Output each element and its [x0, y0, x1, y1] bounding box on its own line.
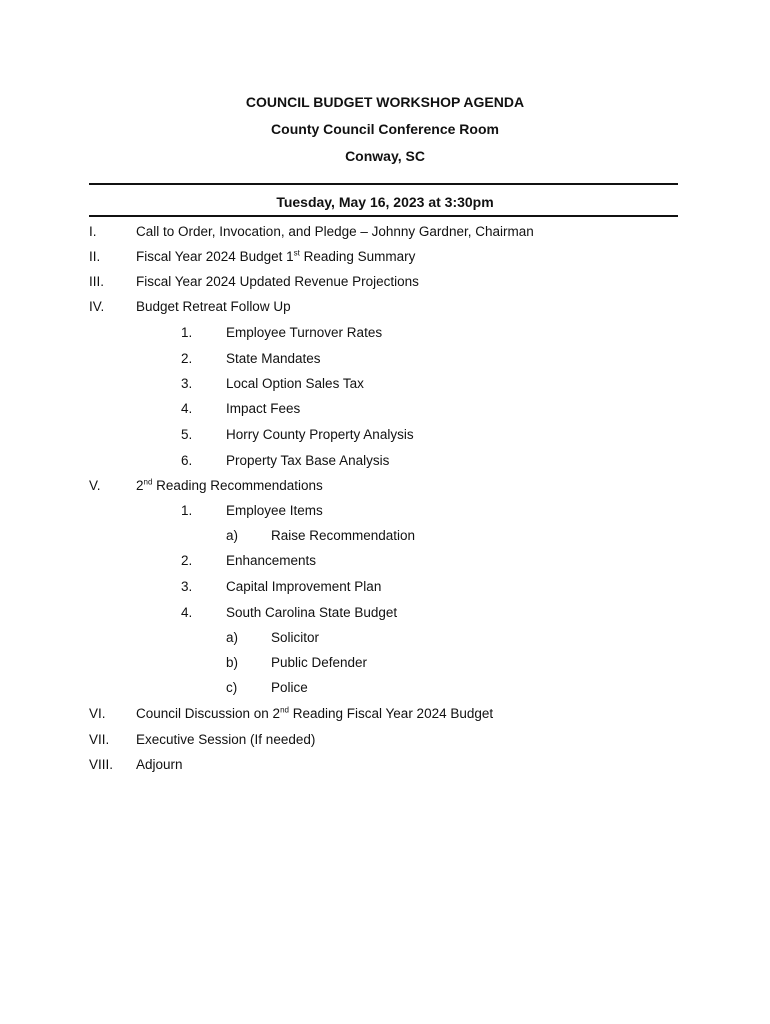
agenda-location: County Council Conference Room — [271, 121, 499, 137]
item-number: VII. — [89, 732, 110, 747]
item-text: Fiscal Year 2024 Updated Revenue Projections — [136, 274, 419, 289]
item-text: Fiscal Year 2024 Budget 1st Reading Summary — [136, 248, 416, 264]
sub-sub-item-letter: a) — [226, 528, 239, 543]
sub-item-number: 3. — [181, 579, 193, 594]
sub-item-text: Local Option Sales Tax — [226, 376, 364, 391]
sub-item-number: 1. — [181, 325, 193, 340]
sub-item-text: Capital Improvement Plan — [226, 579, 382, 594]
top-divider — [89, 183, 678, 185]
sub-item-number: 2. — [181, 351, 193, 366]
agenda-title: COUNCIL BUDGET WORKSHOP AGENDA — [245, 94, 525, 110]
sub-item-number: 1. — [181, 503, 193, 518]
item-text: 2nd Reading Recommendations — [136, 477, 323, 493]
item-number: I. — [89, 224, 97, 239]
sub-item-number: 2. — [181, 553, 193, 568]
sub-sub-item-text: Raise Recommendation — [271, 528, 416, 543]
agenda-date: Tuesday, May 16, 2023 at 3:30pm — [276, 194, 494, 210]
item-number: II. — [89, 249, 101, 264]
sub-item-text: Impact Fees — [226, 401, 301, 416]
item-number: V. — [89, 478, 101, 493]
sub-sub-item-letter: b) — [226, 655, 239, 670]
sub-sub-item-text: Solicitor — [271, 630, 320, 645]
sub-item-text: State Mandates — [226, 351, 321, 366]
sub-item-number: 4. — [181, 401, 193, 416]
item-text: Executive Session (If needed) — [136, 732, 316, 747]
sub-item-number: 5. — [181, 427, 193, 442]
sub-item-text: Employee Items — [226, 503, 323, 518]
sub-item-text: Employee Turnover Rates — [226, 325, 383, 340]
sub-item-number: 3. — [181, 376, 193, 391]
sub-item-text: Property Tax Base Analysis — [226, 453, 390, 468]
agenda-city: Conway, SC — [345, 148, 425, 164]
bottom-divider — [89, 215, 678, 217]
item-text: Budget Retreat Follow Up — [136, 299, 291, 314]
sub-item-number: 6. — [181, 453, 193, 468]
sub-item-text: Enhancements — [226, 553, 317, 568]
item-number: III. — [89, 274, 105, 289]
sub-sub-item-letter: c) — [226, 680, 238, 695]
item-text: Council Discussion on 2nd Reading Fiscal Year 2024 Budget — [136, 705, 494, 721]
sub-item-number: 4. — [181, 605, 193, 620]
sub-item-text: South Carolina State Budget — [226, 605, 398, 620]
item-number: IV. — [89, 299, 105, 314]
sub-item-text: Horry County Property Analysis — [226, 427, 414, 442]
sub-sub-item-text: Public Defender — [271, 655, 368, 670]
sub-sub-item-letter: a) — [226, 630, 239, 645]
item-text: Adjourn — [136, 757, 183, 772]
item-text: Call to Order, Invocation, and Pledge – Johnny Gardner, Chairman — [136, 224, 534, 239]
item-number: VI. — [89, 706, 106, 721]
sub-sub-item-text: Police — [271, 680, 308, 695]
item-number: VIII. — [89, 757, 114, 772]
